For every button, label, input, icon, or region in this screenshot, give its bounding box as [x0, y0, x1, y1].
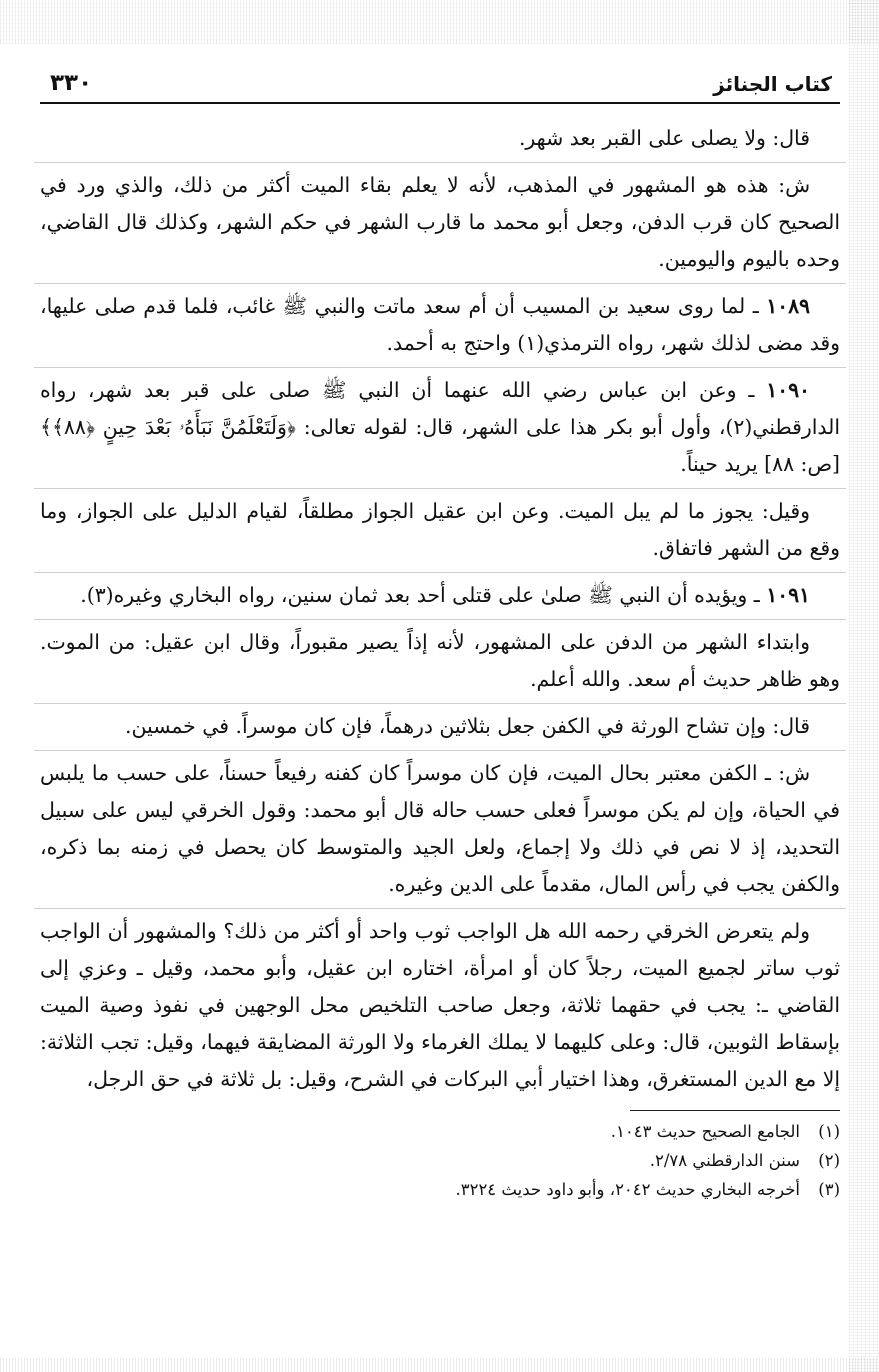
separator — [34, 162, 846, 163]
separator — [34, 908, 846, 909]
paragraph-text: ـ ويؤيده أن النبي ﷺ صلىٰ على قتلى أحد بعد ثمان سنين، رواه البخاري وغيره(٣). — [80, 583, 767, 607]
separator — [34, 283, 846, 284]
hadith-number: ١٠٩٠ — [766, 378, 810, 402]
paragraph — [40, 493, 840, 567]
separator — [34, 750, 846, 751]
footnote-number: (١) — [818, 1122, 840, 1141]
hadith-number: ١٠٨٩ — [766, 294, 810, 318]
footnote-text: أخرجه البخاري حديث ٢٠٤٢، وأبو داود حديث ٣٢٢٤. — [455, 1180, 800, 1199]
paragraph — [40, 167, 840, 278]
footnote-text: سنن الدارقطني ٢/٧٨. — [649, 1151, 800, 1170]
scan-noise-top — [0, 0, 879, 44]
footnote-number: (٣) — [818, 1180, 840, 1199]
footnote-text: الجامع الصحيح حديث ١٠٤٣. — [610, 1122, 800, 1141]
separator — [34, 572, 846, 573]
paragraph — [40, 577, 840, 614]
paragraph-text: وابتداء الشهر من الدفن على المشهور، لأنه إذاً يصير مقبوراً، وقال ابن عقيل: من الموت. وهو ظاهر حديث أم سعد. والله أعلم. — [40, 630, 840, 691]
paragraph — [40, 288, 840, 362]
chapter-title: كتاب الجنائز — [713, 72, 832, 96]
paragraph-text: ـ لما روى سعيد بن المسيب أن أم سعد ماتت والنبي ﷺ غائب، فلما قدم صلى عليها، وقد مضى لذلك شهر، رواه الترمذي(١) واحتج به أحمد. — [40, 294, 840, 355]
paragraph-text: ـ وعن ابن عباس رضي الله عنهما أن النبي ﷺ صلى على قبر بعد شهر، رواه الدارقطني(٢)، وأول أبو بكر هذا على الشهر، قال: لقوله تعالى: ﴿وَلَتَعْلَمُنَّ نَبَأَهُۥ بَعْدَ حِينٍ ﴿٨٨﴾﴾ [ص: ٨٨] يريد حيناً. — [40, 378, 840, 476]
paragraph-text: ولم يتعرض الخرقي رحمه الله هل الواجب ثوب واحد أو أكثر من ذلك؟ والمشهور أن الواجب ثوب ساتر لجميع الميت، رجلاً كان أو امرأة، اختاره ابن عقيل، وأبو محمد، وقيل ـ وعزي إلى القاضي ـ: يجب في حقهما ثلاثة، وجعل صاحب التلخيص محل الوجهين في نفوذ وصية الميت بإسقاط الثوبين، قال: وعلى كليهما لا يملك الغرماء ولا الورثة المضايقة فيهما، وقيل: تجب الثلاثة: إلا مع الدين المستغرق، وهذا اختيار أبي البركات في الشرح، وقيل: بل ثلاثة في حق الرجل، — [40, 919, 840, 1091]
footnote — [40, 1117, 840, 1146]
page-body — [40, 104, 840, 1204]
paragraph-text: ش: ـ الكفن معتبر بحال الميت، فإن كان موسراً كان كفنه رفيعاً حسناً، على حسب ما يلبس في الحياة، وإن لم يكن موسراً فعلى حسب حاله قال أبو محمد: وقول الخرقي ليس على سبيل التحديد، إذ لا نص في ذلك ولا إجماع، ولعل الجيد والمتوسط كان يحصل في زمنه بما ذكره، والكفن يجب في رأس المال، مقدماً على الدين وغيره. — [40, 761, 840, 896]
paragraph — [40, 372, 840, 483]
paragraph-text: قال: وإن تشاح الورثة في الكفن جعل بثلاثين درهماً، فإن كان موسراً. في خمسين. — [125, 714, 810, 738]
paragraph — [40, 708, 840, 745]
paragraph — [40, 755, 840, 903]
book-page — [40, 60, 840, 1360]
scan-noise-bottom — [0, 1358, 879, 1372]
paragraph-text: وقيل: يجوز ما لم يبل الميت. وعن ابن عقيل الجواز مطلقاً، لقيام الدليل على الجواز، وما وقع من الشهر فاتفاق. — [40, 499, 840, 560]
separator — [34, 619, 846, 620]
page-header — [40, 60, 840, 104]
footnote-rule — [630, 1110, 840, 1111]
paragraph-text: ش: هذه هو المشهور في المذهب، لأنه لا يعلم بقاء الميت أكثر من ذلك، والذي ورد في الصحيح كان قرب الدفن، وجعل أبو محمد ما قارب الشهر في حكم الشهر، وكذلك قال القاضي، وحده باليوم واليومين. — [40, 173, 840, 271]
paragraph — [40, 120, 840, 157]
footnote — [40, 1175, 840, 1204]
hadith-number: ١٠٩١ — [766, 583, 810, 607]
scan-noise-right — [849, 0, 879, 1372]
separator — [34, 488, 846, 489]
separator — [34, 703, 846, 704]
paragraph — [40, 913, 840, 1098]
page-number: ٣٣٠ — [50, 70, 93, 96]
separator — [34, 367, 846, 368]
footnote-number: (٢) — [818, 1151, 840, 1170]
footnote — [40, 1146, 840, 1175]
paragraph-text: قال: ولا يصلى على القبر بعد شهر. — [518, 126, 810, 150]
paragraph — [40, 624, 840, 698]
